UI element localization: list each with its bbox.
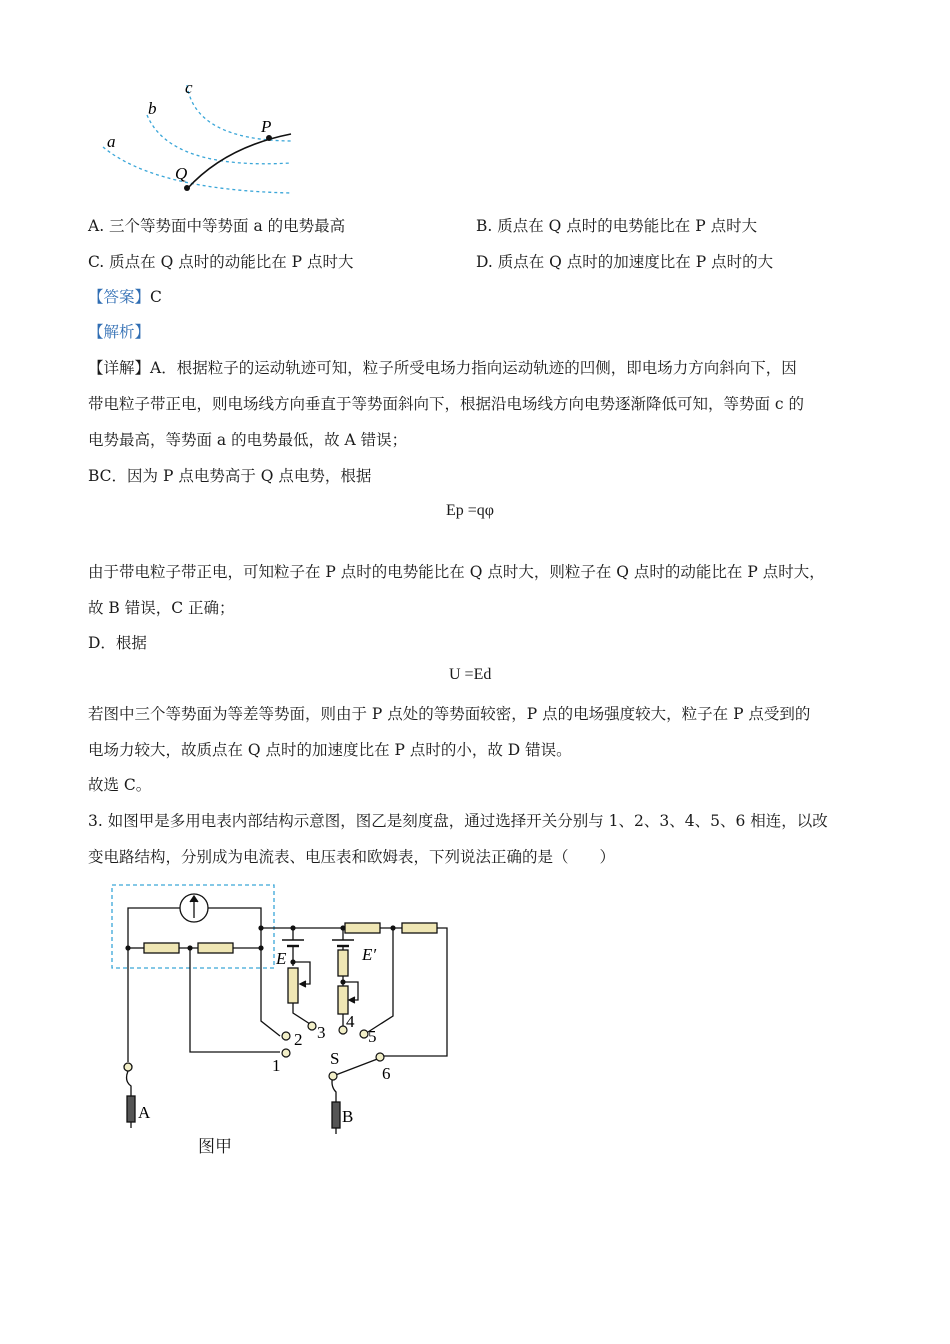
option-b: B. 质点在 Q 点时的电势能比在 P 点时大: [476, 217, 758, 235]
detail-line-3: 电势最高，等势面 a 的电势最低，故 A 错误；: [88, 431, 408, 449]
label-p: P: [261, 117, 272, 136]
label-a: a: [107, 132, 116, 151]
detail-line-9: 电场力较大，故质点在 Q 点时的加速度比在 P 点时的小，故 D 错误。: [88, 741, 572, 759]
option-a: A. 三个等势面中等势面 a 的电势最高: [88, 217, 346, 235]
label-b: b: [148, 99, 157, 118]
formula-ep: Ep =qφ: [446, 502, 495, 519]
equipotential-figure: [95, 75, 305, 205]
figure-caption: 图甲: [198, 1137, 232, 1157]
question3-line-1: 3. 如图甲是多用电表内部结构示意图，图乙是刻度盘，通过选择开关分别与 1、2、3、4、5、6 相连，以改: [88, 812, 828, 830]
analysis-tag: 【解析】: [88, 323, 151, 341]
terminal-1-label: 1: [272, 1056, 281, 1075]
detail-line-8: 若图中三个等势面为等差等势面，则由于 P 点处的等势面较密，P 点的电场强度较大，粒子在 P 点受到的: [88, 705, 811, 723]
label-c: c: [185, 78, 193, 97]
detail-line-1: 【详解】A．根据粒子的运动轨迹可知，粒子所受电场力指向运动轨迹的凹侧，即电场力方向斜向下，因: [88, 359, 797, 377]
question3-line-2: 变电路结构，分别成为电流表、电压表和欧姆表，下列说法正确的是（ ）: [88, 848, 616, 866]
probe-a-label: A: [138, 1103, 151, 1122]
label-q: Q: [175, 164, 188, 183]
equipotential-c: [187, 85, 291, 141]
detail-line-7: D．根据: [88, 634, 147, 652]
detail-line-10: 故选 C。: [88, 776, 152, 794]
multimeter-circuit-figure: [100, 876, 470, 1166]
detail-line-4: BC．因为 P 点电势高于 Q 点电势，根据: [88, 467, 372, 485]
detail-tag: 【详解】: [88, 359, 151, 377]
detail-line-5: 由于带电粒子带正电，可知粒子在 P 点时的电势能比在 Q 点时大，则粒子在 Q 点时的动能比在 P 点时大，: [88, 563, 825, 581]
battery-e-prime-label: E′: [362, 945, 377, 964]
trajectory: [187, 134, 291, 189]
terminal-2-label: 2: [294, 1030, 303, 1049]
terminal-4-label: 4: [346, 1012, 355, 1031]
answer-value: C: [150, 288, 162, 306]
terminal-3-label: 3: [317, 1023, 326, 1042]
terminal-5-label: 5: [368, 1027, 377, 1046]
answer-tag: 【答案】: [88, 288, 151, 306]
detail-line-6: 故 B 错误，C 正确；: [88, 599, 235, 617]
formula-u: U =Ed: [449, 666, 492, 683]
option-d: D. 质点在 Q 点时的加速度比在 P 点时的大: [476, 253, 774, 271]
point-q: [184, 185, 190, 191]
answer-line: [88, 287, 162, 307]
switch-s-label: S: [330, 1049, 340, 1068]
equipotential-a: [103, 147, 291, 193]
terminal-6-label: 6: [382, 1064, 391, 1083]
option-c: C. 质点在 Q 点时的动能比在 P 点时大: [88, 253, 354, 271]
probe-b-label: B: [342, 1107, 354, 1126]
detail-line-2: 带电粒子带正电，则电场线方向垂直于等势面斜向下，根据沿电场线方向电势逐渐降低可知，等势面 c 的: [88, 395, 805, 413]
battery-e-label: E: [276, 949, 287, 968]
